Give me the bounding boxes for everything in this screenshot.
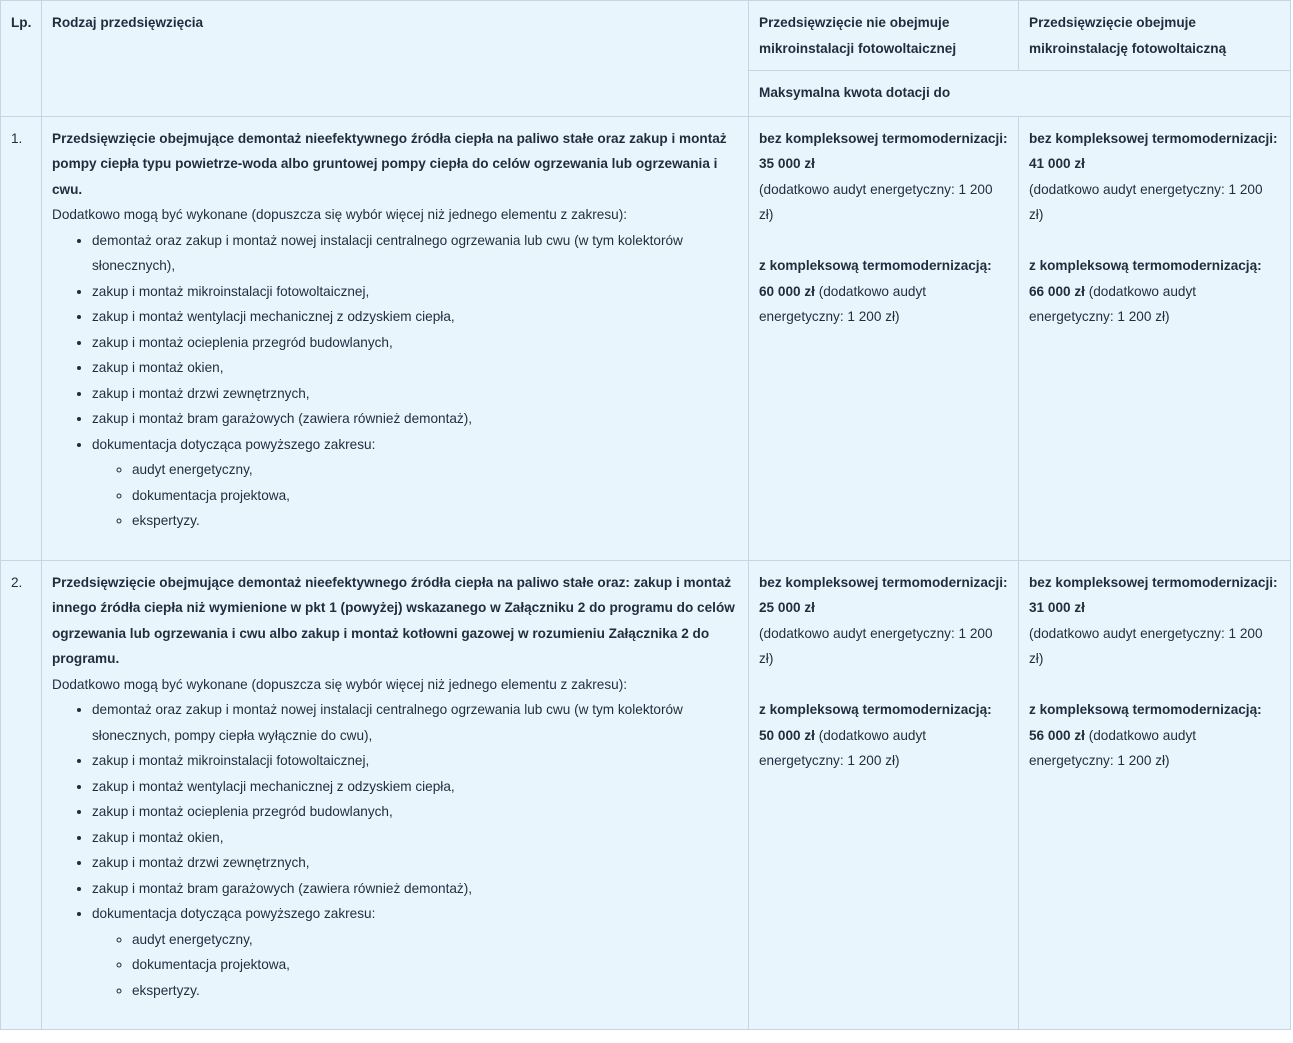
list-item: • demontaż oraz zakup i montaż nowej instalacji centralnego ogrzewania lub cwu (w tym kolektorów słonecznych), bbox=[92, 228, 738, 279]
list-item: • zakup i montaż bram garażowych (zawiera również demontaż), bbox=[92, 406, 738, 432]
list-item: • zakup i montaż mikroinstalacji fotowoltaicznej, bbox=[92, 279, 738, 305]
header-row bbox=[1, 1, 1291, 71]
list-item: • demontaż oraz zakup i montaż nowej instalacji centralnego ogrzewania lub cwu (w tym kolektorów słonecznych, pompy ciepła wyłącznie do cwu), bbox=[92, 697, 738, 748]
amount-with-label: z kompleksową termomodernizacją: 60 000 zł bbox=[759, 258, 992, 299]
amount-without-note: (dodatkowo audyt energetyczny: 1 200 zł) bbox=[1029, 625, 1263, 666]
row-number: 2. bbox=[1, 560, 42, 1030]
row-description bbox=[42, 560, 749, 1030]
row-title: Przedsięwzięcie obejmujące demontaż nieefektywnego źródła ciepła na paliwo stałe oraz zakup i montaż pompy ciepła typu powietrze-woda albo gruntowej pompy ciepła do celów ogrzewania lub ogrzewania i cwu. bbox=[52, 130, 727, 197]
scope-list bbox=[52, 228, 738, 534]
amount-with-label: z kompleksową termomodernizacją: 66 000 zł bbox=[1029, 258, 1262, 299]
amount-no-pv bbox=[749, 560, 1019, 1030]
amount-without-note: (dodatkowo audyt energetyczny: 1 200 zł) bbox=[759, 625, 993, 666]
list-item: • zakup i montaż bram garażowych (zawiera również demontaż), bbox=[92, 876, 738, 902]
amount-with-label: z kompleksową termomodernizacją: 56 000 zł bbox=[1029, 702, 1262, 743]
amount-without-note: (dodatkowo audyt energetyczny: 1 200 zł) bbox=[1029, 181, 1263, 222]
amount-without-label: bez kompleksowej termomodernizacji: 35 000 zł bbox=[759, 130, 1008, 171]
amount-with bbox=[759, 253, 1008, 330]
amount-no-pv bbox=[749, 116, 1019, 560]
amount-with bbox=[1029, 253, 1280, 330]
sublist-item: ◦ audyt energetyczny, bbox=[132, 457, 738, 483]
amount-without-label: bez kompleksowej termomodernizacji: 41 000 zł bbox=[1029, 130, 1278, 171]
row-intro: Dodatkowo mogą być wykonane (dopuszcza się wybór więcej niż jednego elementu z zakresu): bbox=[52, 676, 628, 692]
amount-with bbox=[759, 697, 1008, 774]
list-item: • zakup i montaż mikroinstalacji fotowoltaicznej, bbox=[92, 748, 738, 774]
list-item: • zakup i montaż okien, bbox=[92, 825, 738, 851]
list-item bbox=[92, 432, 738, 534]
list-item: • zakup i montaż ocieplenia przegród budowlanych, bbox=[92, 330, 738, 356]
amount-with-label: z kompleksową termomodernizacją: 50 000 zł bbox=[759, 702, 992, 743]
scope-list bbox=[52, 697, 738, 1003]
amount-with-note: (dodatkowo audyt energetyczny: 1 200 zł) bbox=[1029, 727, 1197, 768]
list-item-label: dokumentacja dotycząca powyższego zakresu: bbox=[92, 436, 376, 452]
amount-pv bbox=[1019, 116, 1291, 560]
amount-with bbox=[1029, 697, 1280, 774]
table-row bbox=[1, 560, 1291, 1030]
sublist-item: ◦ dokumentacja projektowa, bbox=[132, 483, 738, 509]
list-item: • zakup i montaż drzwi zewnętrznych, bbox=[92, 850, 738, 876]
header-max-amount: Maksymalna kwota dotacji do bbox=[749, 71, 1291, 117]
amount-without-label: bez kompleksowej termomodernizacji: 31 000 zł bbox=[1029, 574, 1278, 615]
list-item bbox=[92, 901, 738, 1003]
amount-without-note: (dodatkowo audyt energetyczny: 1 200 zł) bbox=[759, 181, 993, 222]
sublist-item: ◦ ekspertyzy. bbox=[132, 508, 738, 534]
row-number: 1. bbox=[1, 116, 42, 560]
header-no-pv: Przedsięwzięcie nie obejmuje mikroinstalacji fotowoltaicznej bbox=[749, 1, 1019, 71]
list-item-label: dokumentacja dotycząca powyższego zakresu: bbox=[92, 906, 376, 921]
amount-without-label: bez kompleksowej termomodernizacji: 25 000 zł bbox=[759, 574, 1008, 615]
list-item: • zakup i montaż ocieplenia przegród budowlanych, bbox=[92, 799, 738, 825]
amount-with-note: (dodatkowo audyt energetyczny: 1 200 zł) bbox=[1029, 283, 1197, 324]
row-title: Przedsięwzięcie obejmujące demontaż nieefektywnego źródła ciepła na paliwo stałe oraz: zakup i montaż innego źródła ciepła niż wymienione w pkt 1 (powyżej) wskazanego w Załączniku 2 do programu do celów ogrzewania lub ogrzewania i cwu albo zakup i montaż kotłowni gazowej w rozumieniu Załącznika 2 do programu. bbox=[52, 574, 735, 666]
amount-with-note: (dodatkowo audyt energetyczny: 1 200 zł) bbox=[759, 727, 927, 768]
header-type: Rodzaj przedsięwzięcia bbox=[42, 1, 749, 117]
list-item: • zakup i montaż wentylacji mechanicznej z odzyskiem ciepła, bbox=[92, 774, 738, 800]
header-lp: Lp. bbox=[1, 1, 42, 117]
list-item: • zakup i montaż drzwi zewnętrznych, bbox=[92, 381, 738, 407]
table-row bbox=[1, 116, 1291, 560]
header-pv: Przedsięwzięcie obejmuje mikroinstalację fotowoltaiczną bbox=[1019, 1, 1291, 71]
row-description bbox=[42, 116, 749, 560]
list-item: • zakup i montaż okien, bbox=[92, 355, 738, 381]
row-intro: Dodatkowo mogą być wykonane (dopuszcza się wybór więcej niż jednego elementu z zakresu): bbox=[52, 207, 628, 222]
sublist-item: ◦ audyt energetyczny, bbox=[132, 927, 738, 953]
amount-pv bbox=[1019, 560, 1291, 1030]
documentation-sublist bbox=[92, 457, 738, 534]
amount-with-note: (dodatkowo audyt energetyczny: 1 200 zł) bbox=[759, 283, 927, 324]
documentation-sublist bbox=[92, 927, 738, 1004]
sublist-item: ◦ dokumentacja projektowa, bbox=[132, 952, 738, 978]
list-item: • zakup i montaż wentylacji mechanicznej z odzyskiem ciepła, bbox=[92, 304, 738, 330]
sublist-item: ◦ ekspertyzy. bbox=[132, 978, 738, 1004]
